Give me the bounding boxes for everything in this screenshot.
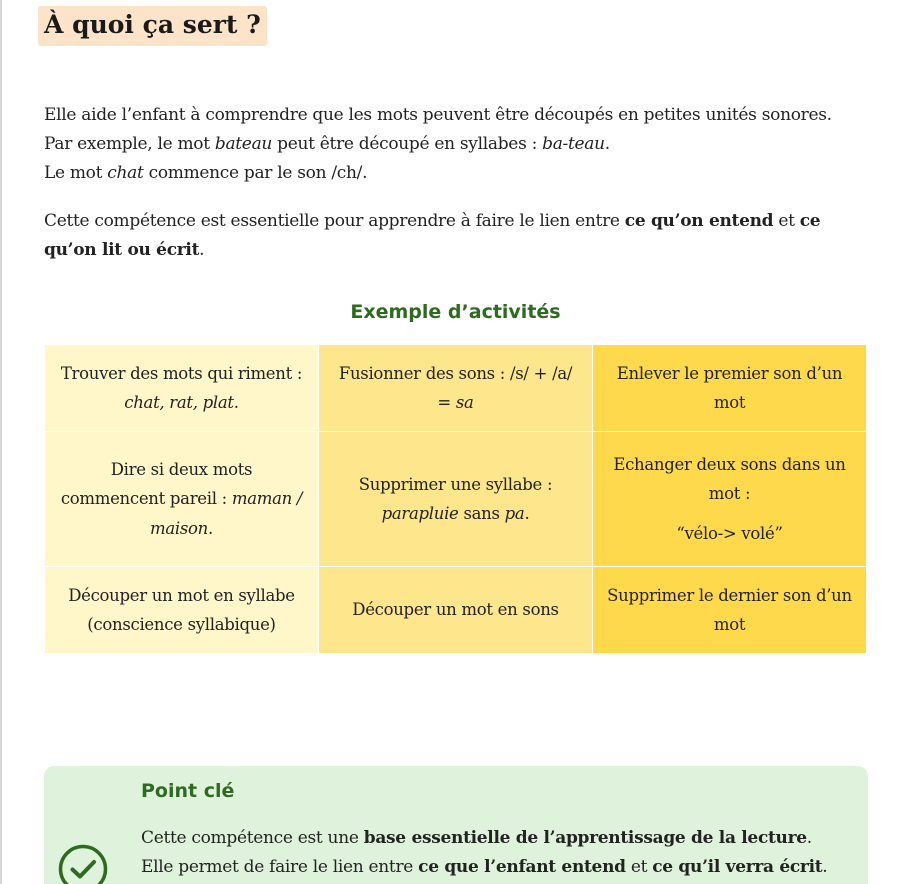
activity-text: Echanger deux sons dans un mot : xyxy=(613,454,846,504)
activity-text: Dire si deux mots commencent pareil : xyxy=(60,459,253,509)
activity-text: Trouver des mots qui rime​nt : xyxy=(60,363,303,383)
activity-cell-same-start xyxy=(45,432,319,567)
page-title: À quoi ça sert ? xyxy=(38,6,267,46)
key-point-text-end: . xyxy=(806,828,812,848)
intro-line-2-text: Par exemple, le mot xyxy=(44,134,215,154)
activity-text: Supprimer une syllabe : xyxy=(358,474,553,494)
importance-text xyxy=(44,207,874,265)
activity-example: parapluie xyxy=(381,504,459,523)
check-circle-icon xyxy=(57,843,109,884)
activity-text-mid: sans xyxy=(458,504,505,523)
example-word-bateau: bateau xyxy=(214,134,273,154)
importance-text-end: . xyxy=(199,240,205,260)
intro-line-2-text-mid: peut être découpé en syllabes : xyxy=(272,134,543,154)
importance-bold-read: ce qu’on lit ou écrit xyxy=(44,211,821,260)
activity-cell-swap-sounds xyxy=(593,432,867,567)
intro-line-2 xyxy=(44,130,874,159)
intro-paragraph xyxy=(44,101,874,188)
activity-text-end: . xyxy=(208,518,213,538)
activity-cell-delete-syllable xyxy=(319,432,593,567)
activity-cell-remove-last: Supprimer le dernier son d’un mot xyxy=(593,567,867,654)
activity-example: maman / maison xyxy=(150,489,303,538)
activity-cell-remove-first: Enlever le premier son d’un mot xyxy=(593,345,867,432)
activity-text-end: . xyxy=(524,504,530,523)
importance-bold-hear: ce qu’on entend xyxy=(624,211,774,231)
key-point-bold: base essentielle de l’apprentissage de la lecture xyxy=(363,828,807,848)
activities-table xyxy=(44,344,867,654)
key-point-box xyxy=(44,766,868,884)
intro-line-3-text: Le mot xyxy=(44,163,108,183)
activity-example: “vélo-> volé” xyxy=(676,523,783,543)
page-left-border xyxy=(0,0,2,884)
intro-line-3-end: commence par le son /ch/. xyxy=(143,163,368,183)
activity-cell-rhymes xyxy=(45,345,319,432)
activity-text-end: . xyxy=(233,393,239,412)
activity-example: chat, rat, plat xyxy=(124,393,234,412)
key-point-line-2 xyxy=(141,853,856,882)
table-row xyxy=(45,567,867,654)
cell-gap xyxy=(607,509,852,519)
activity-cell-sounds: Découper un mot en sons xyxy=(319,567,593,654)
key-point-text xyxy=(141,824,856,882)
activity-cell-syllables: Découper un mot en syllabe (conscience syllabique) xyxy=(45,567,319,654)
table-row xyxy=(45,345,867,432)
example-syllables: ba-teau xyxy=(542,134,605,154)
key-point-text-mid: et xyxy=(625,857,653,877)
activity-cell-merge xyxy=(319,345,593,432)
importance-text-pre: Cette compétence est essentielle pour apprendre à faire le lien entre xyxy=(44,211,625,231)
importance-text-mid: et xyxy=(773,211,800,231)
activity-example: sa xyxy=(455,393,474,412)
intro-line-2-end: . xyxy=(604,134,610,154)
intro-line-1: Elle aide l’enfant à comprendre que les mots peuvent être découpés en petites unités sonores. xyxy=(44,105,832,125)
activity-example-2: pa xyxy=(504,504,525,523)
importance-paragraph xyxy=(44,207,874,265)
key-point-text-end: . xyxy=(822,857,828,877)
key-point-text-pre: Cette compétence est une xyxy=(141,828,364,848)
key-point-bold-hear: ce que l’enfant entend xyxy=(418,857,626,877)
key-point-text-pre: Elle permet de faire le lien entre xyxy=(141,857,419,877)
activity-text: Fusionner des sons : /s/ + /a/ = xyxy=(338,363,573,412)
key-point-line-1 xyxy=(141,824,856,853)
activities-title: Exemple d’activités xyxy=(350,301,561,323)
example-word-chat: chat xyxy=(107,163,144,183)
key-point-title: Point clé xyxy=(141,780,235,802)
table-row xyxy=(45,432,867,567)
key-point-bold-written: ce qu’il verra écrit xyxy=(652,857,823,877)
intro-line-3 xyxy=(44,159,874,188)
